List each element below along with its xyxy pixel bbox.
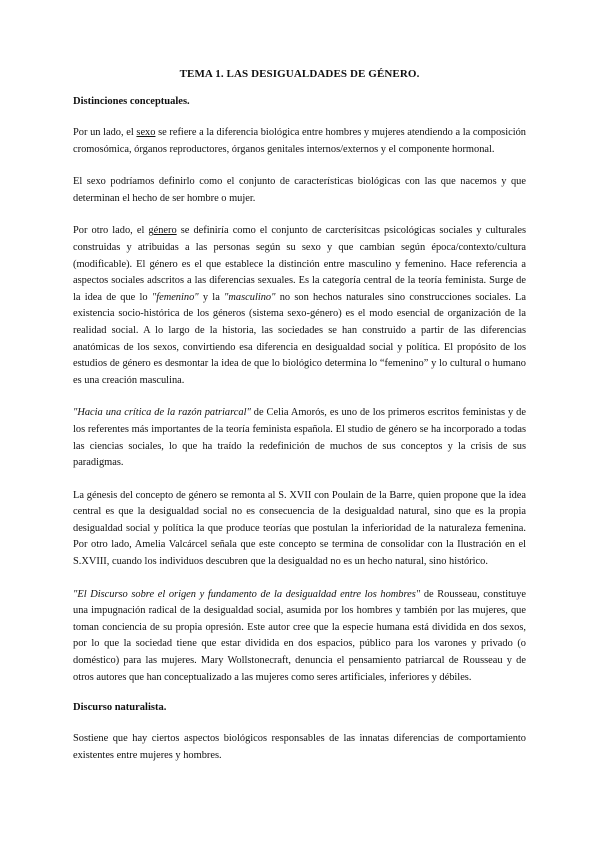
paragraph-sexo-definicion: El sexo podríamos definirlo como el conjunto de características biológicas con las que nacemos y que determinan el hecho de ser hombre o mujer.: [73, 176, 526, 204]
page-title: TEMA 1. LAS DESIGUALDADES DE GÉNERO.: [179, 68, 420, 80]
quote-femenino: "femenino": [151, 291, 199, 303]
work-title-rousseau: "El Discurso sobre el origen y fundamento de la desigualdad entre los hombres": [73, 588, 421, 600]
text-run: se definiría como el conjunto de carcterísitcas psicológicas sociales y culturales construidas y atribuidas a las personas según su sexo y que cambian según época/contexto/cultura (modificable). El género es el que establece la distinción entre masculino y femenino. Hace referencia a aspectos sociales adscritos a las diferencias sexuales. Es la categoría central de la teoría feminista. Surge de la idea de que lo: [73, 225, 526, 303]
text-run: Por un lado, el: [73, 127, 137, 138]
paragraph-genero: [73, 223, 526, 389]
text-run: de Celia Amorós, es uno de los primeros escritos feministas y de los referentes más importantes de la teoría feminista española. El studio de género se ha incorporado a todas las ciencias sociales, lo que ha traído la redefinición de muchos de sus conceptos y la crisis de sus paradigmas.: [73, 407, 526, 469]
term-sexo: sexo: [136, 127, 156, 138]
text-run: se refiere a la diferencia biológica entre hombres y mujeres atendiendo a la composición cromosómica, órganos reproductores, órganos genitales internos/externos y el componente hormonal.: [73, 127, 527, 155]
section-heading-naturalista: Discurso naturalista.: [73, 702, 167, 714]
work-title-amoros: "Hacia una crítica de la razón patriarcal": [73, 407, 251, 419]
paragraph-amoros: [73, 405, 526, 471]
paragraph-sexo: [73, 125, 526, 158]
text-run: Por otro lado, el: [73, 225, 149, 237]
paragraph-genesis: La génesis del concepto de género se remonta al S. XVII con Poulain de la Barre, quien propone que la idea central es que la desigualdad social no es consecuencia de la desigualdad natural, sino que es la propia desigualdad social y política la que produce teorías que postulan la inferioridad de la naturaleza femenina. Por otro lado, Amelia Valcárcel señala que este concepto se termina de consolidar con la Ilustración en el S.XVIII, cuando los individuos descubren que la desigualdad no es un hecho natural, sino histórico.: [73, 489, 526, 568]
text-run: y la: [198, 291, 225, 303]
text-run: de Rousseau, constituye una impugnación radical de la desigualdad social, asumida por los hombres y también por las mujeres, que toman conciencia de su propia opresión. Este autor cree que la especie humana está dividida en dos sexos, por lo que la sociedad tiene que estar dividida en dos espacios, público para los varones y privado (o doméstico) para las mujeres. Mary Wollstonecraft, denuncia el pensamiento patriarcal de Rousseau y de otros autores que han conceptualizado a las mujeres como seres artificiales, inferiores y débiles.: [73, 588, 527, 683]
paragraph-naturalista: Sostiene que hay ciertos aspectos biológicos responsables de las innatas diferencias de comportamiento existentes entre mujeres y hombres.: [73, 733, 526, 761]
quote-masculino: "masculino": [224, 291, 276, 303]
section-heading-distinciones: Distinciones conceptuales.: [73, 96, 190, 107]
term-genero: género: [148, 225, 177, 237]
text-run: no son hechos naturales sino construcciones sociales. La existencia socio-histórica de los géneros (sistema sexo-género) es el modo esencial de organización de la realidad social. A lo largo de la historia, las sociedades se han construido a partir de las diferencias anatómicas de los sexos, convirtiendo esa diferencia en desigualdad social y política. El propósito de los estudios de género es desmontar la idea de que lo biológico determina lo “femenino” y lo cultural o humano es una creación masculina.: [73, 291, 526, 386]
paragraph-rousseau: [73, 587, 526, 687]
